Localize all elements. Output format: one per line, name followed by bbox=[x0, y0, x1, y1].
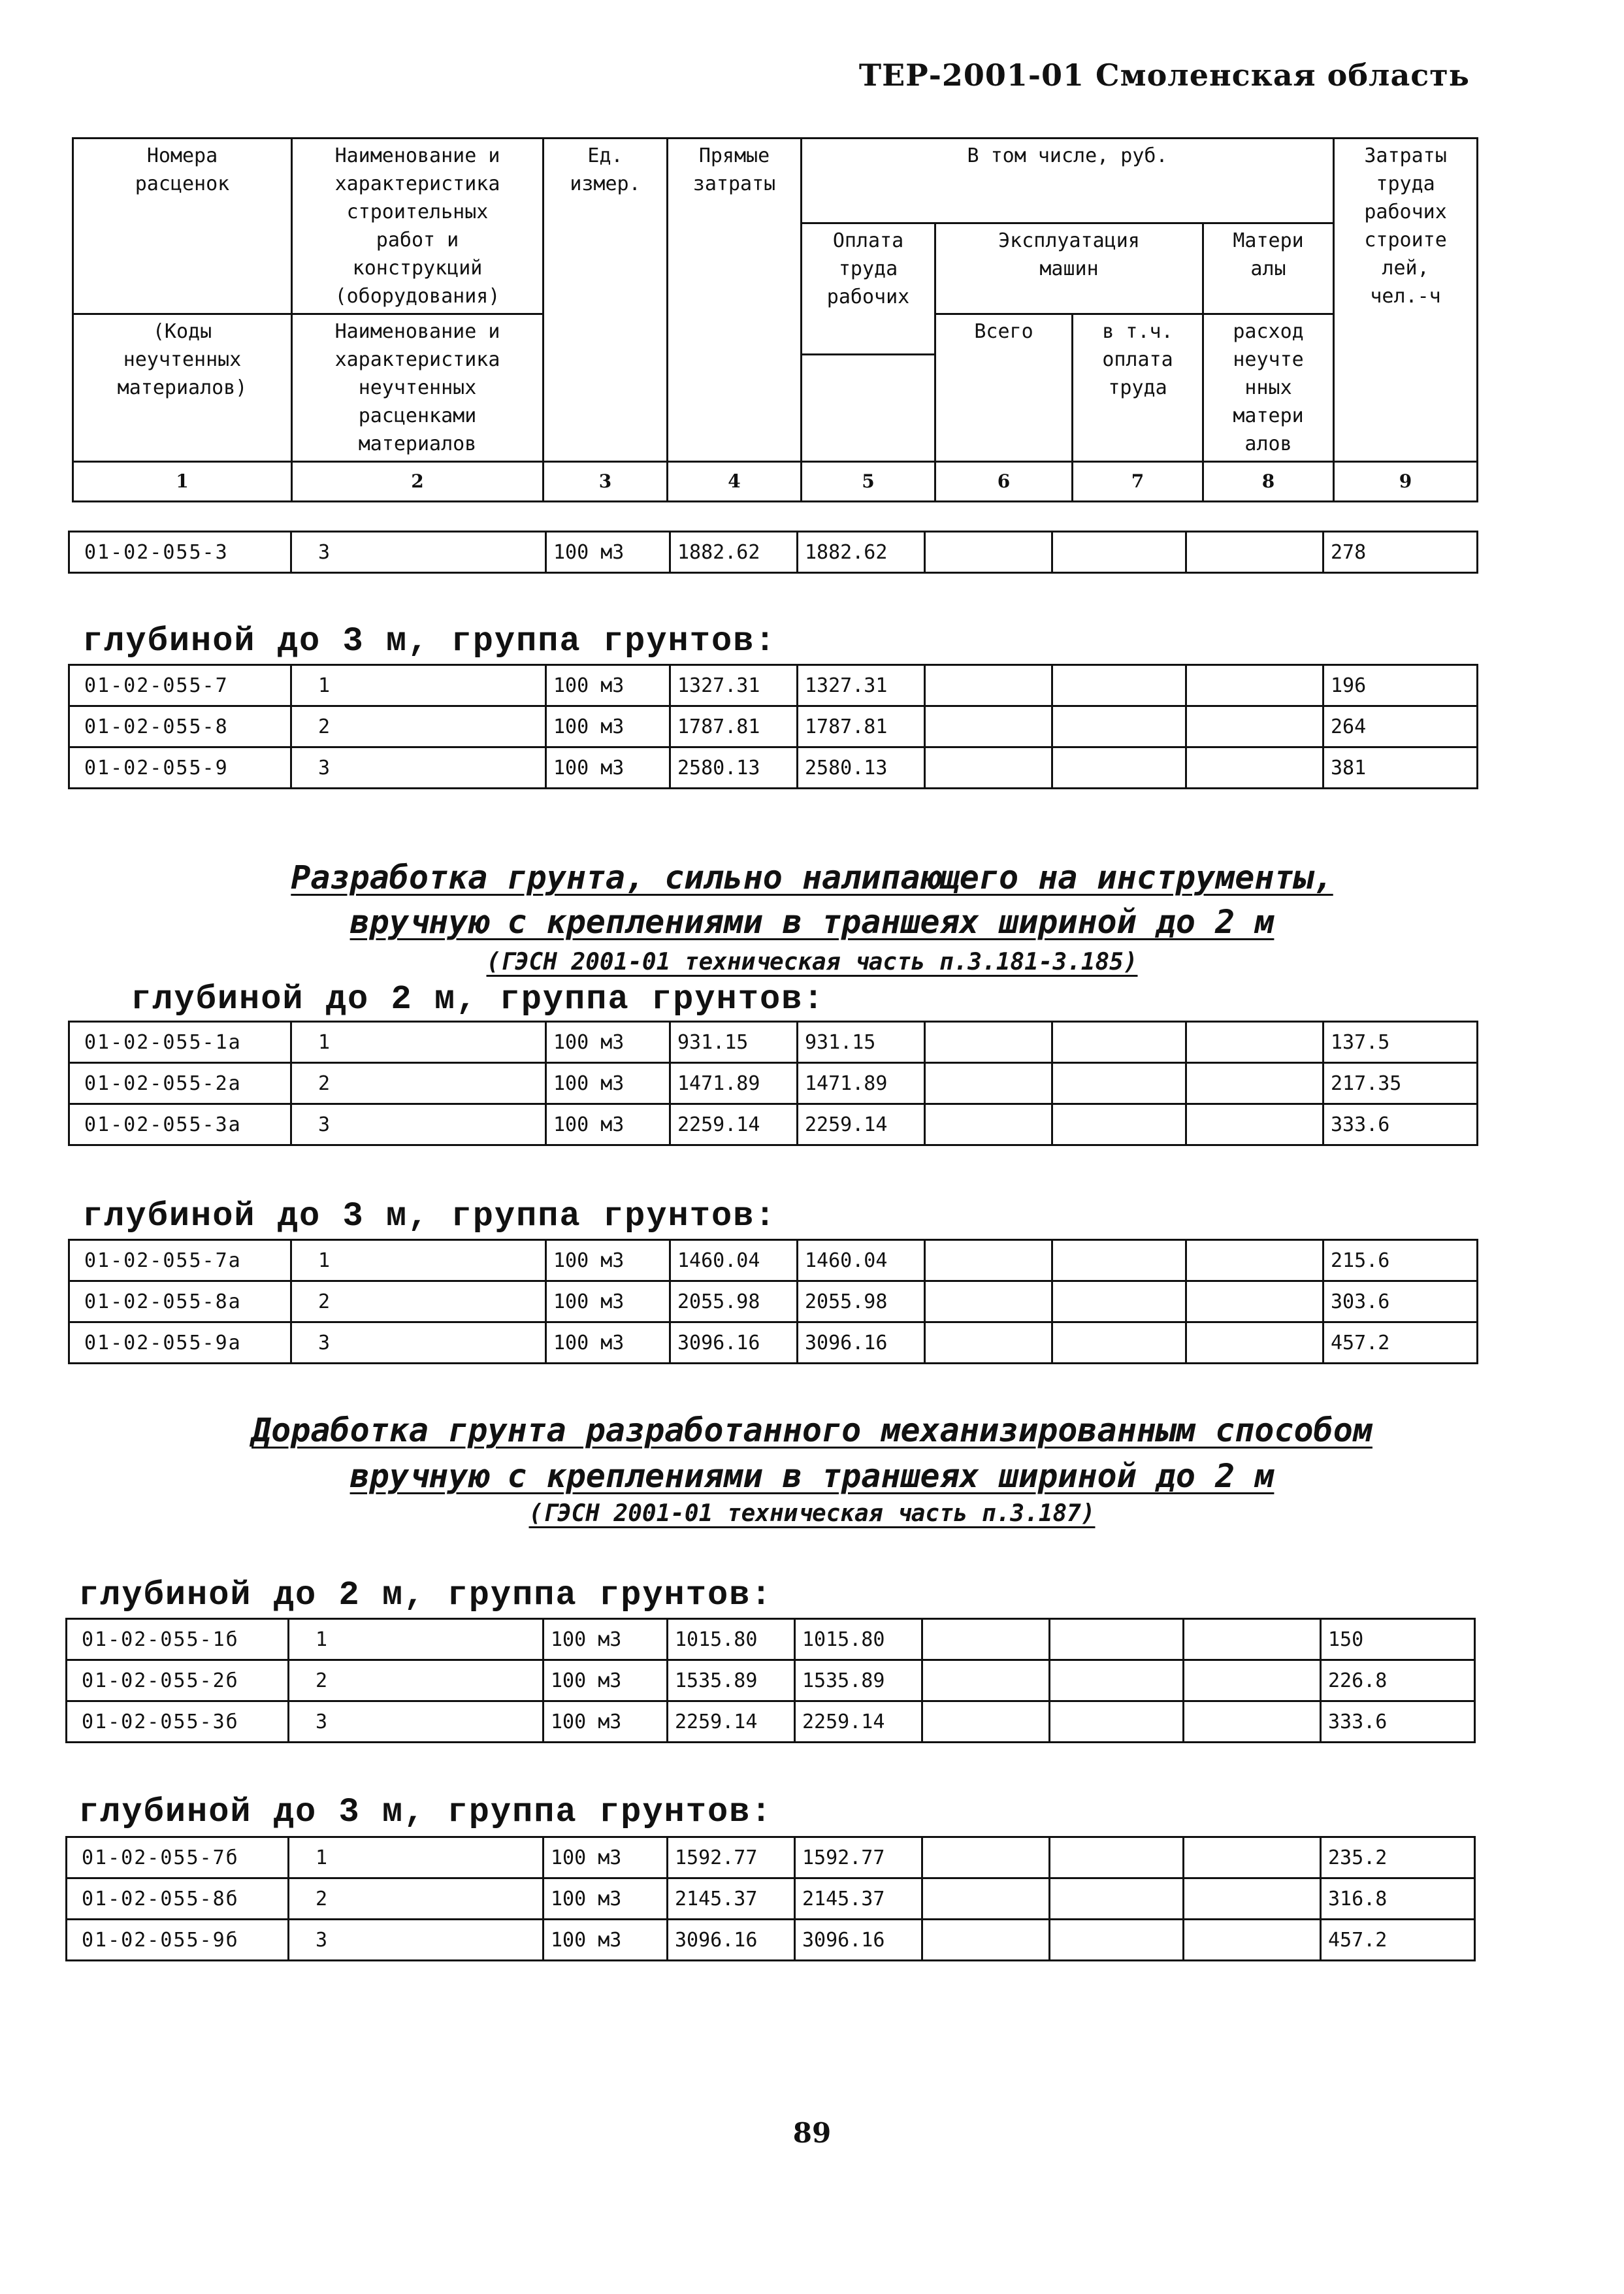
table-row bbox=[69, 1281, 1478, 1322]
table-row bbox=[67, 1660, 1475, 1701]
header-line: алы bbox=[1250, 257, 1286, 280]
column-number: 6 bbox=[935, 462, 1073, 502]
cell-direct-costs: 2259.14 bbox=[670, 1104, 798, 1145]
cell-materials bbox=[1186, 747, 1324, 789]
section-subtitle: вручную с креплениями в траншеях шириной до 2 м bbox=[349, 903, 1275, 941]
table-row bbox=[69, 1022, 1478, 1063]
cell-unit: 100 м3 bbox=[546, 1104, 670, 1145]
table-row bbox=[67, 1878, 1475, 1920]
header-line: Затраты bbox=[1364, 144, 1447, 167]
cell-machines-total bbox=[925, 532, 1052, 573]
header-line: характеристика bbox=[334, 348, 500, 371]
cell-machines-total bbox=[925, 665, 1052, 706]
header-machine-operation bbox=[935, 223, 1203, 314]
cell-worker-pay: 1787.81 bbox=[798, 706, 925, 747]
cell-labor-hours: 333.6 bbox=[1321, 1701, 1475, 1743]
cell-labor-hours: 215.6 bbox=[1324, 1240, 1478, 1281]
cell-labor-hours: 137.5 bbox=[1324, 1022, 1478, 1063]
cell-soil-group: 3 bbox=[291, 747, 546, 789]
cell-machines-pay bbox=[1052, 1022, 1186, 1063]
cell-worker-pay: 1327.31 bbox=[798, 665, 925, 706]
cell-materials bbox=[1186, 665, 1324, 706]
column-number: 9 bbox=[1334, 462, 1478, 502]
cell-machines-total bbox=[925, 1104, 1052, 1145]
cell-materials bbox=[1186, 1104, 1324, 1145]
cell-materials bbox=[1184, 1837, 1321, 1878]
cell-worker-pay: 1460.04 bbox=[798, 1240, 925, 1281]
cell-machines-total bbox=[922, 1619, 1050, 1660]
cell-rate-code: 01-02-055-7а bbox=[69, 1240, 291, 1281]
header-line: материалов) bbox=[117, 376, 248, 399]
header-line: труда bbox=[1108, 376, 1167, 399]
header-line: труда bbox=[1376, 172, 1435, 195]
cell-direct-costs: 1882.62 bbox=[670, 532, 798, 573]
cell-soil-group: 3 bbox=[291, 1104, 546, 1145]
table-header bbox=[72, 137, 1478, 502]
header-line: Прямые bbox=[698, 144, 770, 167]
cell-labor-hours: 381 bbox=[1324, 747, 1478, 789]
group-heading: глубиной до 3 м, группа грунтов: bbox=[82, 622, 777, 661]
column-number: 4 bbox=[668, 462, 802, 502]
header-line: Наименование и bbox=[334, 320, 500, 343]
page-number: 89 bbox=[792, 2117, 832, 2149]
header-line: измер. bbox=[570, 172, 641, 195]
header-line: материалов bbox=[358, 433, 477, 455]
header-spacer bbox=[802, 354, 935, 461]
cell-materials bbox=[1186, 1063, 1324, 1104]
cell-labor-hours: 226.8 bbox=[1321, 1660, 1475, 1701]
group-heading: глубиной до 3 м, группа грунтов: bbox=[78, 1793, 773, 1831]
group-heading: глубиной до 3 м, группа грунтов: bbox=[82, 1197, 777, 1236]
cell-direct-costs: 1787.81 bbox=[670, 706, 798, 747]
cell-machines-total bbox=[925, 1322, 1052, 1364]
cell-direct-costs: 2259.14 bbox=[668, 1701, 795, 1743]
table-row bbox=[69, 747, 1478, 789]
cell-rate-code: 01-02-055-1а bbox=[69, 1022, 291, 1063]
cell-rate-code: 01-02-055-1б bbox=[67, 1619, 289, 1660]
header-rate-numbers bbox=[73, 139, 292, 314]
cell-labor-hours: 150 bbox=[1321, 1619, 1475, 1660]
cell-labor-hours: 196 bbox=[1324, 665, 1478, 706]
cell-soil-group: 2 bbox=[291, 706, 546, 747]
cell-worker-pay: 2145.37 bbox=[795, 1878, 922, 1920]
column-number: 5 bbox=[802, 462, 935, 502]
cell-materials bbox=[1186, 1022, 1324, 1063]
cell-unit: 100 м3 bbox=[544, 1619, 668, 1660]
cell-materials bbox=[1186, 1240, 1324, 1281]
cell-unit: 100 м3 bbox=[546, 1281, 670, 1322]
cell-rate-code: 01-02-055-9 bbox=[69, 747, 291, 789]
cell-direct-costs: 3096.16 bbox=[670, 1322, 798, 1364]
cell-rate-code: 01-02-055-3 bbox=[69, 532, 291, 573]
header-line: Наименование и bbox=[334, 144, 500, 167]
cell-labor-hours: 457.2 bbox=[1324, 1322, 1478, 1364]
cell-direct-costs: 2145.37 bbox=[668, 1878, 795, 1920]
cell-worker-pay: 2259.14 bbox=[795, 1701, 922, 1743]
cell-worker-pay: 3096.16 bbox=[798, 1322, 925, 1364]
cell-labor-hours: 303.6 bbox=[1324, 1281, 1478, 1322]
cell-unit: 100 м3 bbox=[544, 1701, 668, 1743]
section-title: Доработка грунта разработанного механизированным способом bbox=[252, 1411, 1372, 1449]
cell-machines-total bbox=[925, 706, 1052, 747]
group-heading: глубиной до 2 м, группа грунтов: bbox=[78, 1576, 773, 1614]
cell-machines-total bbox=[925, 1063, 1052, 1104]
cell-labor-hours: 235.2 bbox=[1321, 1837, 1475, 1878]
rates-table bbox=[68, 664, 1478, 789]
header-line: расценками bbox=[358, 404, 477, 427]
header-line: лей, bbox=[1382, 257, 1429, 280]
cell-unit: 100 м3 bbox=[546, 747, 670, 789]
header-line: Эксплуатация bbox=[998, 229, 1140, 252]
cell-unit: 100 м3 bbox=[546, 1322, 670, 1364]
header-line: неучте bbox=[1233, 348, 1304, 371]
header-line: в т.ч. bbox=[1102, 320, 1173, 343]
header-line: рабочих bbox=[826, 286, 910, 308]
cell-worker-pay: 1015.80 bbox=[795, 1619, 922, 1660]
cell-rate-code: 01-02-055-3а bbox=[69, 1104, 291, 1145]
cell-machines-pay bbox=[1052, 1322, 1186, 1364]
cell-rate-code: 01-02-055-7 bbox=[69, 665, 291, 706]
cell-worker-pay: 2259.14 bbox=[798, 1104, 925, 1145]
cell-worker-pay: 1882.62 bbox=[798, 532, 925, 573]
header-line: (Коды bbox=[152, 320, 212, 343]
table-row bbox=[69, 1104, 1478, 1145]
cell-machines-pay bbox=[1052, 665, 1186, 706]
header-line: оплата bbox=[1102, 348, 1173, 371]
header-machines-pay bbox=[1073, 314, 1203, 462]
column-number: 3 bbox=[544, 462, 668, 502]
header-line: (оборудования) bbox=[334, 285, 500, 308]
column-number: 1 bbox=[73, 462, 292, 502]
cell-materials bbox=[1184, 1878, 1321, 1920]
header-line: расценок bbox=[135, 172, 230, 195]
cell-materials bbox=[1184, 1701, 1321, 1743]
header-line: характеристика bbox=[334, 172, 500, 195]
cell-labor-hours: 264 bbox=[1324, 706, 1478, 747]
cell-unit: 100 м3 bbox=[546, 1240, 670, 1281]
cell-unit: 100 м3 bbox=[546, 665, 670, 706]
section-title: Разработка грунта, сильно налипающего на инструменты, bbox=[291, 859, 1333, 896]
table-row bbox=[69, 1063, 1478, 1104]
cell-labor-hours: 333.6 bbox=[1324, 1104, 1478, 1145]
cell-soil-group: 1 bbox=[291, 1022, 546, 1063]
cell-machines-pay bbox=[1052, 1063, 1186, 1104]
rates-table bbox=[68, 1239, 1478, 1364]
header-material-usage bbox=[1203, 314, 1334, 462]
cell-direct-costs: 1015.80 bbox=[668, 1619, 795, 1660]
cell-rate-code: 01-02-055-9а bbox=[69, 1322, 291, 1364]
table-row bbox=[67, 1701, 1475, 1743]
cell-soil-group: 3 bbox=[291, 532, 546, 573]
cell-unit: 100 м3 bbox=[544, 1660, 668, 1701]
cell-machines-pay bbox=[1050, 1701, 1184, 1743]
cell-rate-code: 01-02-055-2б bbox=[67, 1660, 289, 1701]
header-line: алов bbox=[1244, 433, 1292, 455]
header-line: неучтенных bbox=[358, 376, 477, 399]
cell-rate-code: 01-02-055-8а bbox=[69, 1281, 291, 1322]
rates-table bbox=[68, 1021, 1478, 1146]
header-line: Ед. bbox=[587, 144, 623, 167]
cell-machines-pay bbox=[1052, 747, 1186, 789]
cell-materials bbox=[1184, 1660, 1321, 1701]
cell-machines-total bbox=[925, 1022, 1052, 1063]
header-line: затраты bbox=[692, 172, 776, 195]
cell-direct-costs: 1535.89 bbox=[668, 1660, 795, 1701]
rates-table bbox=[65, 1836, 1476, 1961]
cell-unit: 100 м3 bbox=[544, 1920, 668, 1961]
cell-rate-code: 01-02-055-7б bbox=[67, 1837, 289, 1878]
cell-machines-pay bbox=[1052, 1240, 1186, 1281]
cell-machines-pay bbox=[1050, 1660, 1184, 1701]
cell-machines-total bbox=[925, 1281, 1052, 1322]
cell-machines-pay bbox=[1052, 706, 1186, 747]
cell-soil-group: 2 bbox=[291, 1063, 546, 1104]
column-number: 2 bbox=[292, 462, 544, 502]
header-worker-pay bbox=[802, 223, 935, 355]
cell-machines-total bbox=[922, 1920, 1050, 1961]
cell-rate-code: 01-02-055-8б bbox=[67, 1878, 289, 1920]
section-reference: (ГЭСН 2001-01 техническая часть п.3.181-3.185) bbox=[486, 949, 1138, 975]
cell-soil-group: 1 bbox=[289, 1837, 544, 1878]
table-row bbox=[69, 1322, 1478, 1364]
header-direct-costs bbox=[668, 139, 802, 462]
cell-direct-costs: 1592.77 bbox=[668, 1837, 795, 1878]
cell-direct-costs: 2580.13 bbox=[670, 747, 798, 789]
cell-materials bbox=[1186, 706, 1324, 747]
cell-direct-costs: 1327.31 bbox=[670, 665, 798, 706]
cell-worker-pay: 1471.89 bbox=[798, 1063, 925, 1104]
cell-materials bbox=[1184, 1920, 1321, 1961]
column-number: 8 bbox=[1203, 462, 1334, 502]
header-line: нных bbox=[1244, 376, 1292, 399]
section-reference: (ГЭСН 2001-01 техническая часть п.3.187) bbox=[528, 1500, 1096, 1527]
cell-materials bbox=[1186, 1281, 1324, 1322]
cell-direct-costs: 3096.16 bbox=[668, 1920, 795, 1961]
cell-soil-group: 1 bbox=[291, 1240, 546, 1281]
cell-materials bbox=[1186, 532, 1324, 573]
cell-direct-costs: 1471.89 bbox=[670, 1063, 798, 1104]
cell-machines-pay bbox=[1050, 1878, 1184, 1920]
column-number: 7 bbox=[1073, 462, 1203, 502]
cell-direct-costs: 931.15 bbox=[670, 1022, 798, 1063]
cell-worker-pay: 1535.89 bbox=[795, 1660, 922, 1701]
header-line: машин bbox=[1039, 257, 1099, 280]
header-machines-total: Всего bbox=[935, 314, 1073, 462]
table-row bbox=[69, 706, 1478, 747]
cell-soil-group: 3 bbox=[291, 1322, 546, 1364]
cell-labor-hours: 217.35 bbox=[1324, 1063, 1478, 1104]
rates-table bbox=[68, 531, 1478, 574]
table-row bbox=[69, 665, 1478, 706]
rates-table bbox=[65, 1618, 1476, 1743]
cell-rate-code: 01-02-055-2а bbox=[69, 1063, 291, 1104]
header-line: Оплата bbox=[832, 229, 904, 252]
header-material-codes bbox=[73, 314, 292, 462]
cell-labor-hours: 457.2 bbox=[1321, 1920, 1475, 1961]
cell-direct-costs: 2055.98 bbox=[670, 1281, 798, 1322]
header-line: строительных bbox=[346, 201, 489, 223]
header-line: Номера bbox=[146, 144, 218, 167]
header-line: строите bbox=[1364, 229, 1447, 252]
cell-machines-pay bbox=[1052, 1281, 1186, 1322]
header-column-numbers bbox=[73, 462, 1478, 502]
header-line: расход bbox=[1233, 320, 1304, 343]
cell-machines-pay bbox=[1050, 1837, 1184, 1878]
header-line: матери bbox=[1233, 404, 1304, 427]
table-row bbox=[69, 1240, 1478, 1281]
header-including: В том числе, руб. bbox=[802, 139, 1334, 223]
cell-soil-group: 2 bbox=[291, 1281, 546, 1322]
page-header-title: ТЕР-2001-01 Смоленская область bbox=[858, 57, 1470, 93]
header-labor-costs bbox=[1334, 139, 1478, 462]
cell-unit: 100 м3 bbox=[544, 1878, 668, 1920]
header-line: работ и bbox=[376, 229, 459, 252]
header-unit bbox=[544, 139, 668, 462]
cell-worker-pay: 3096.16 bbox=[795, 1920, 922, 1961]
table-row bbox=[67, 1837, 1475, 1878]
cell-unit: 100 м3 bbox=[546, 1063, 670, 1104]
cell-machines-total bbox=[925, 1240, 1052, 1281]
header-work-name bbox=[292, 139, 544, 314]
cell-machines-pay bbox=[1052, 1104, 1186, 1145]
cell-machines-total bbox=[922, 1878, 1050, 1920]
cell-soil-group: 3 bbox=[289, 1920, 544, 1961]
cell-worker-pay: 2055.98 bbox=[798, 1281, 925, 1322]
cell-materials bbox=[1186, 1322, 1324, 1364]
cell-machines-pay bbox=[1052, 532, 1186, 573]
cell-soil-group: 1 bbox=[291, 665, 546, 706]
table-row bbox=[67, 1619, 1475, 1660]
header-material-name bbox=[292, 314, 544, 462]
header-line: неучтенных bbox=[123, 348, 242, 371]
cell-unit: 100 м3 bbox=[546, 706, 670, 747]
cell-labor-hours: 316.8 bbox=[1321, 1878, 1475, 1920]
cell-soil-group: 1 bbox=[289, 1619, 544, 1660]
cell-soil-group: 2 bbox=[289, 1660, 544, 1701]
header-line: конструкций bbox=[352, 257, 483, 280]
header-line: чел.-ч bbox=[1370, 285, 1441, 308]
cell-soil-group: 3 bbox=[289, 1701, 544, 1743]
cell-worker-pay: 931.15 bbox=[798, 1022, 925, 1063]
table-row bbox=[67, 1920, 1475, 1961]
cell-unit: 100 м3 bbox=[544, 1837, 668, 1878]
cell-machines-total bbox=[922, 1660, 1050, 1701]
cell-materials bbox=[1184, 1619, 1321, 1660]
cell-soil-group: 2 bbox=[289, 1878, 544, 1920]
table-row bbox=[69, 532, 1478, 573]
header-materials bbox=[1203, 223, 1334, 314]
cell-unit: 100 м3 bbox=[546, 1022, 670, 1063]
cell-machines-pay bbox=[1050, 1920, 1184, 1961]
cell-rate-code: 01-02-055-3б bbox=[67, 1701, 289, 1743]
header-line: рабочих bbox=[1364, 201, 1447, 223]
section-subtitle: вручную с креплениями в траншеях шириной до 2 м bbox=[349, 1457, 1275, 1495]
cell-labor-hours: 278 bbox=[1324, 532, 1478, 573]
cell-worker-pay: 1592.77 bbox=[795, 1837, 922, 1878]
cell-rate-code: 01-02-055-8 bbox=[69, 706, 291, 747]
cell-machines-total bbox=[922, 1701, 1050, 1743]
cell-machines-pay bbox=[1050, 1619, 1184, 1660]
header-line: Матери bbox=[1233, 229, 1304, 252]
cell-direct-costs: 1460.04 bbox=[670, 1240, 798, 1281]
cell-rate-code: 01-02-055-9б bbox=[67, 1920, 289, 1961]
header-line: труда bbox=[838, 257, 898, 280]
cell-unit: 100 м3 bbox=[546, 532, 670, 573]
group-heading: глубиной до 2 м, группа грунтов: bbox=[131, 980, 825, 1019]
cell-worker-pay: 2580.13 bbox=[798, 747, 925, 789]
cell-machines-total bbox=[922, 1837, 1050, 1878]
cell-machines-total bbox=[925, 747, 1052, 789]
